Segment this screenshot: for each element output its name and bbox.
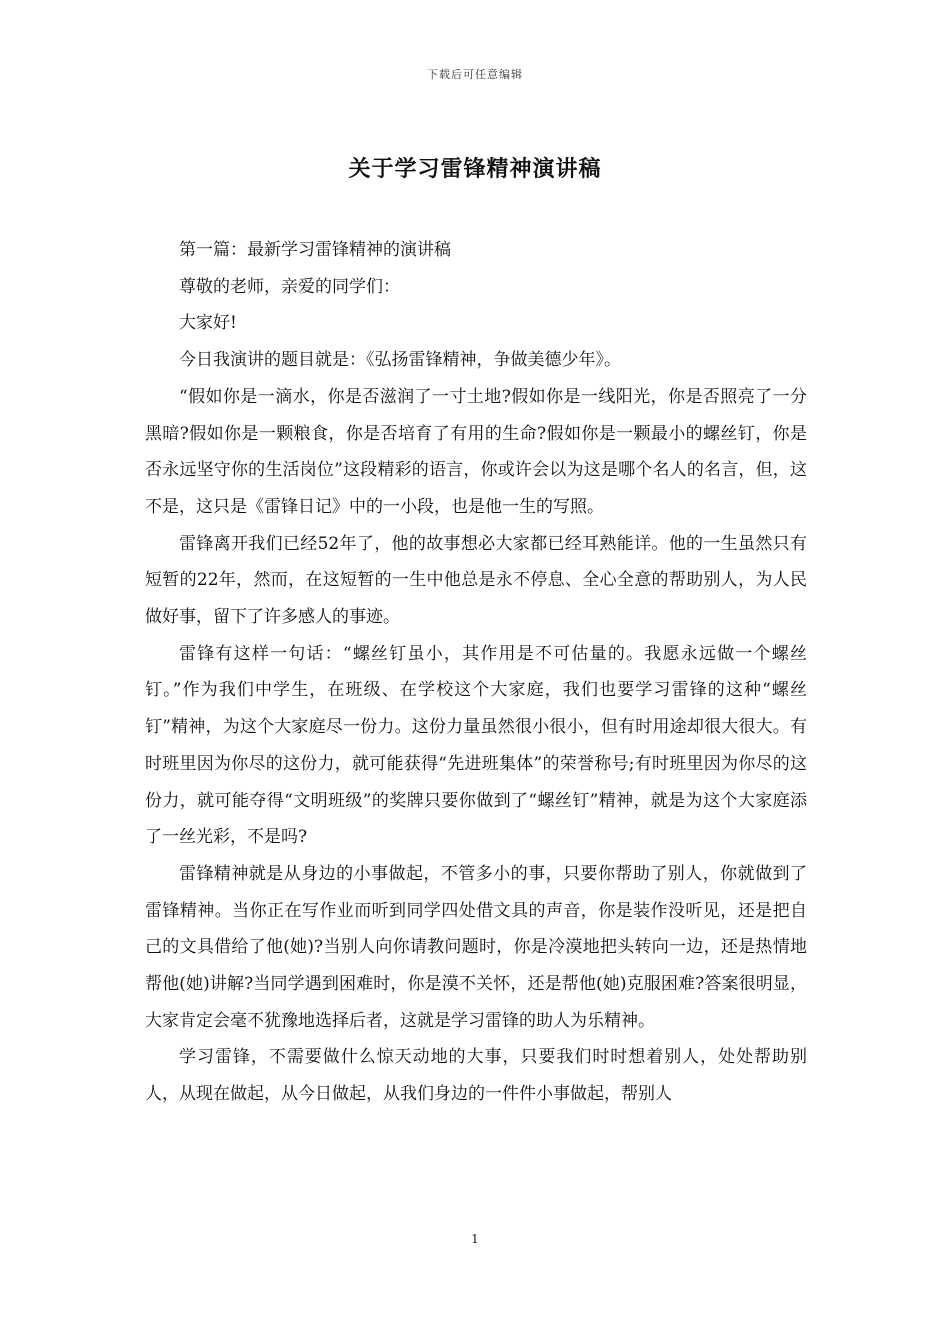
paragraph: 大家好! xyxy=(179,313,237,334)
paragraph: 雷锋有这样一句话：“螺丝钉虽小，其作用是不可估量的。我愿永远做一个螺丝钉。”作为我们中学生，在班级、在学校这个大家庭，我们也要学习雷锋的这种“螺丝钉”精神，为这个大家庭尽一份力。这份力量虽然很小很小，但有时用途却很大很大。有时班里因为你尽的这份力，就可能获得“先进班集体”的荣誉称号;有时班里因为你尽的这份力，就可能夺得“文明班级”的奖牌只要你做到了“螺丝钉”精神，就是为这个大家庭添了一丝光彩，不是吗? xyxy=(145,643,807,848)
document-body xyxy=(145,232,807,1113)
paragraph: 第一篇：最新学习雷锋精神的演讲稿 xyxy=(179,240,451,260)
header-note: 下载后可任意编辑 xyxy=(427,68,523,81)
document-title: 关于学习雷锋精神演讲稿 xyxy=(348,156,602,182)
paragraph: “假如你是一滴水，你是否滋润了一寸土地?假如你是一线阳光，你是否照亮了一分黑暗?假如你是一颗粮食，你是否培育了有用的生命?假如你是一颗最小的螺丝钉，你是否永远坚守你的生活岗位”这段精彩的语言，你或许会以为这是哪个名人的名言，但，这不是，这只是《雷锋日记》中的一小段，也是他一生的写照。 xyxy=(145,386,807,517)
paragraph: 雷锋离开我们已经52年了，他的故事想必大家都已经耳熟能详。他的一生虽然只有短暂的22年，然而，在这短暂的一生中他总是永不停息、全心全意的帮助别人，为人民做好事，留下了许多感人的事迹。 xyxy=(145,533,807,628)
paragraph: 雷锋精神就是从身边的小事做起，不管多小的事，只要你帮助了别人，你就做到了雷锋精神。当你正在写作业而听到同学四处借文具的声音，你是装作没听见，还是把自己的文具借给了他(她)?当别人向你请教问题时，你是冷漠地把头转向一边，还是热情地帮他(她)讲解?当同学遇到困难时，你是漠不关怀，还是帮他(她)克服困难?答案很明显，大家肯定会毫不犹豫地选择后者，这就是学习雷锋的助人为乐精神。 xyxy=(145,863,807,1031)
paragraph: 学习雷锋，不需要做什么惊天动地的大事，只要我们时时想着别人，处处帮助别人，从现在做起，从今日做起，从我们身边的一件件小事做起，帮别人 xyxy=(145,1047,807,1105)
paragraph: 今日我演讲的题目就是：《弘扬雷锋精神，争做美德少年》。 xyxy=(179,350,621,371)
paragraph: 尊敬的老师，亲爱的同学们： xyxy=(179,276,400,297)
page-number: 1 xyxy=(471,1232,479,1246)
